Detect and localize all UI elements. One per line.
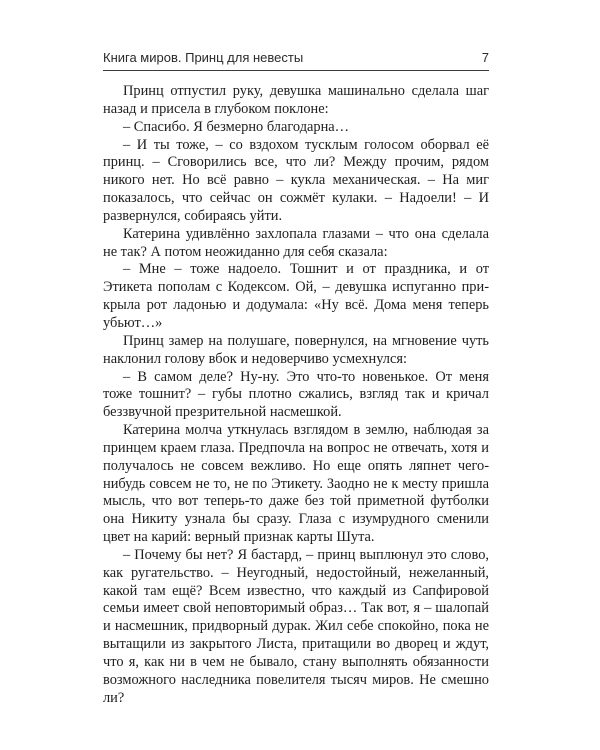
paragraph: – И ты тоже, – со вздохом тусклым голосом оборвал её принц. – Сговорились все, что ли? Между прочим, рядом никого нет. Но всё равно – кукла механическая. – На миг показалось, что сейчас он сожмёт кулаки. – Надоели! – И развернулся, собираясь уйти. xyxy=(103,136,489,224)
header-rule xyxy=(103,70,489,71)
paragraph: Принц замер на полушаге, повернулся, на мгновение чуть наклонил голову вбок и недоверчиво усмехнулся: xyxy=(103,332,489,367)
page-number: 7 xyxy=(481,50,489,65)
paragraph: Принц отпустил руку, девушка машинально сделала шаг назад и присела в глубоком поклоне: xyxy=(103,83,489,117)
paragraph: – В самом деле? Ну-ну. Это что-то новенькое. От меня тоже тошнит? – губы плотно сжались, взгляд так и кричал беззвучной презрительной насмешкой. xyxy=(103,368,489,421)
paragraph: Катерина удивлённо захлопала глазами – что она сделала не так? А потом неожиданно для себя сказала: xyxy=(103,225,489,260)
paragraph: – Почему бы нет? Я бастард, – принц выплюнул это слово, как ругательство. – Неугодный, недостойный, нежеланный, какой там ещё? Всем известно, что каждый из Сапфировой семьи имеет свой неповторимый образ… Так вот, я – шалопай и насмешник, придворный дурак. Жил себе спокойно, пока не вытащили из закрытого Листа, притащили во дворец и ждут, что я, как ни в чем не бывало, стану выполнять обязанности возможного наследника повелителя тысяч миров. Не смешно ли? xyxy=(103,546,489,706)
text-body xyxy=(103,83,489,708)
paragraph: – Мне – тоже надоело. Тошнит и от праздника, и от Этикета пополам с Кодексом. Ой, – девушка испуганно прикрыла рот ладонью и додумала: «Ну всё. Дома меня теперь убьют…» xyxy=(103,261,489,331)
paragraph: Катерина молча уткнулась взглядом в землю, наблюдая за принцем краем глаза. Предпочла на вопрос не отвечать, хотя и получалось не совсем вежливо. Но еще опять ляпнет чего-нибудь совсем не то, не по Этикету. Заодно не к месту пришла мысль, что вот теперь-то даже без той приметной футболки она Никиту узнала бы сразу. Глаза с изумрудного сменили цвет на карий: верный признак карты Шута. xyxy=(103,422,489,546)
paragraph: – Спасибо. Я безмерно благодарна… xyxy=(123,118,350,135)
running-title: Книга миров. Принц для невесты xyxy=(103,50,304,65)
running-header xyxy=(103,50,489,68)
